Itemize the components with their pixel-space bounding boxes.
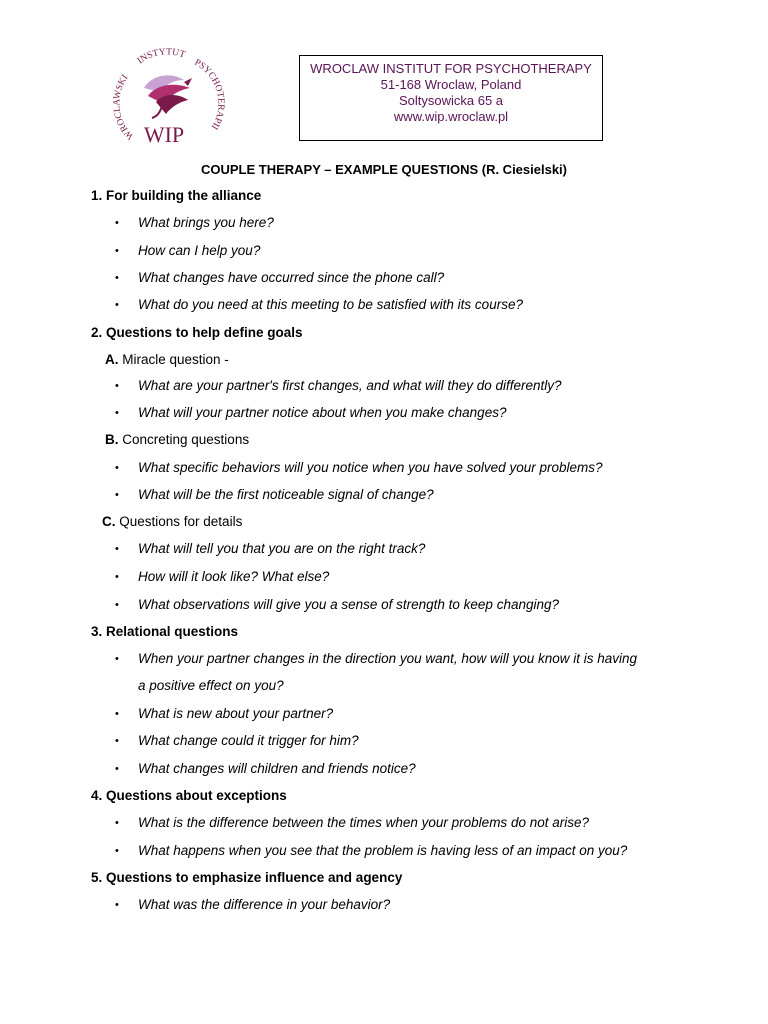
document-title: COUPLE THERAPY – EXAMPLE QUESTIONS (R. Ciesielski) (200, 162, 567, 177)
question-item: How will it look like? What else? (138, 569, 330, 584)
logo-arc-top-text: INSTYTUT (135, 47, 187, 67)
subheading-label: Questions for details (115, 514, 243, 529)
question-item: What changes will children and friends notice? (138, 761, 416, 776)
bullet-icon: • (115, 599, 119, 611)
logo-mark-text: WIP (143, 122, 185, 147)
question-item: What observations will give you a sense of strength to keep changing? (138, 597, 559, 612)
subheading-concreting (105, 432, 249, 448)
subheading-label: Miracle question - (118, 352, 229, 367)
question-item: What will be the first noticeable signal of change? (138, 487, 434, 502)
wip-logo (100, 44, 228, 152)
bullet-icon: • (115, 543, 119, 555)
bullet-icon: • (115, 653, 119, 665)
bullet-icon: • (115, 763, 119, 775)
bullet-icon: • (115, 708, 119, 720)
question-item: What is the difference between the times when your problems do not arise? (138, 815, 589, 830)
subheading-letter: B. (105, 432, 119, 447)
section-heading-agency: 5. Questions to emphasize influence and agency (91, 870, 403, 885)
subheading-label: Concreting questions (118, 432, 250, 447)
bullet-icon: • (115, 407, 119, 419)
bullet-icon: • (115, 245, 119, 257)
bullet-icon: • (115, 899, 119, 911)
svg-text:PSYCHOTERAPII (192, 58, 225, 131)
question-item: What is new about your partner? (138, 706, 334, 721)
section-heading-exceptions: 4. Questions about exceptions (91, 788, 287, 803)
bullet-icon: • (115, 845, 119, 857)
question-item: What do you need at this meeting to be satisfied with its course? (138, 297, 523, 312)
bullet-icon: • (115, 380, 119, 392)
address-box (299, 55, 603, 141)
subheading-letter: C. (102, 514, 116, 529)
bullet-icon: • (115, 462, 119, 474)
question-item: What changes have occurred since the phone call? (138, 270, 445, 285)
svg-text:WROCLAWSKI (112, 73, 136, 141)
institute-name: WROCLAW INSTITUT FOR PSYCHOTHERAPY (310, 61, 592, 76)
bullet-icon: • (115, 571, 119, 583)
question-item: When your partner changes in the direction you want, how will you know it is having (138, 651, 638, 666)
bullet-icon: • (115, 299, 119, 311)
logo-arc-right-text: PSYCHOTERAPII (192, 57, 226, 132)
street-address: Soltysowicka 65 a (398, 93, 504, 108)
section-heading-alliance: 1. For building the alliance (91, 188, 262, 203)
bullet-icon: • (115, 272, 119, 284)
bullet-icon: • (115, 817, 119, 829)
question-item: What happens when you see that the problem is having less of an impact on you? (138, 843, 628, 858)
question-item: What was the difference in your behavior? (138, 897, 391, 912)
question-item: What are your partner's first changes, and what will they do differently? (138, 378, 562, 393)
svg-text:INSTYTUT (136, 47, 187, 66)
logo-arc-left-text: WROCLAWSKI (112, 73, 137, 141)
subheading-miracle (105, 352, 229, 368)
question-item: What change could it trigger for him? (138, 733, 359, 748)
question-item-continuation: a positive effect on you? (138, 678, 284, 693)
question-item: What will your partner notice about when you make changes? (138, 405, 507, 420)
bullet-icon: • (115, 735, 119, 747)
subheading-details (102, 514, 242, 530)
postal-city: 51-168 Wroclaw, Poland (380, 77, 522, 92)
question-item: How can I help you? (138, 243, 261, 258)
website-link[interactable]: www.wip.wroclaw.pl (393, 109, 509, 124)
question-item: What will tell you that you are on the right track? (138, 541, 426, 556)
subheading-letter: A. (105, 352, 119, 367)
bullet-icon: • (115, 217, 119, 229)
section-heading-goals: 2. Questions to help define goals (91, 325, 303, 340)
bullet-icon: • (115, 489, 119, 501)
bird-icon (144, 75, 192, 118)
question-item: What specific behaviors will you notice when you have solved your problems? (138, 460, 603, 475)
section-heading-relational: 3. Relational questions (91, 624, 239, 639)
question-item: What brings you here? (138, 215, 274, 230)
